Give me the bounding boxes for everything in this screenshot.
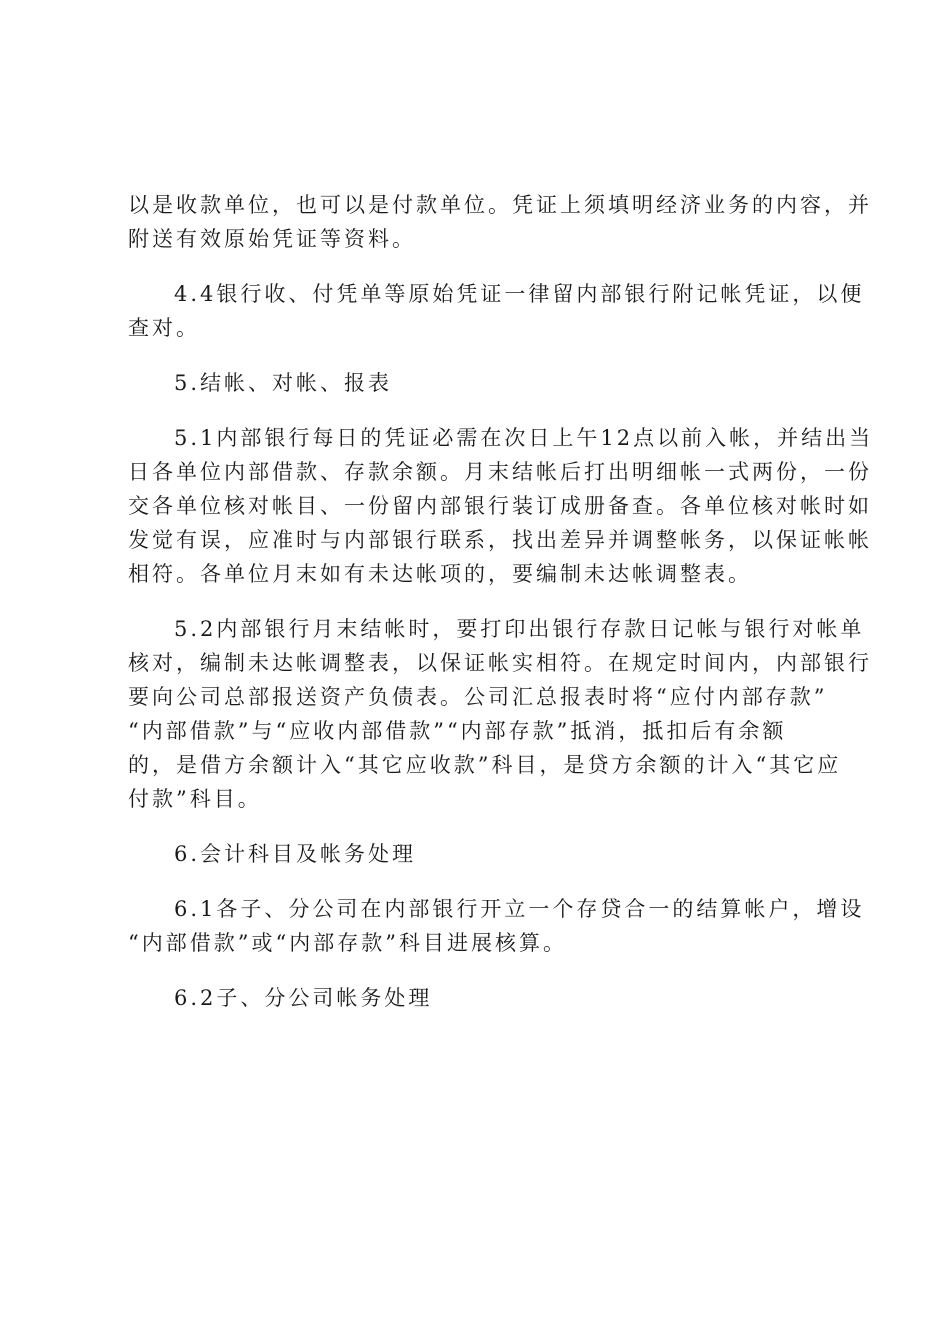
paragraph bbox=[128, 421, 874, 591]
text-line: 6.1各子、分公司在内部银行开立一个存贷合一的结算帐户，增设 bbox=[174, 897, 865, 921]
text-line: 4.4银行收、付凭单等原始凭证一律留内部银行附记帐凭证，以便 bbox=[174, 282, 865, 306]
text-line: 5.结帐、对帐、报表 bbox=[174, 371, 393, 395]
text-line: “内部借款”或“内部存款”科目进展核算。 bbox=[128, 931, 567, 955]
text-line: 6.2子、分公司帐务处理 bbox=[174, 986, 433, 1010]
text-line: 相符。各单位月末如有未达帐项的，要编制未达帐调整表。 bbox=[128, 562, 752, 586]
text-line: 交各单位核对帐目、一份留内部银行装订成册备查。各单位核对帐时如 bbox=[128, 494, 872, 518]
text-line: “内部借款”与“应收内部借款”“内部存款”抵消，抵扣后有余额 bbox=[128, 719, 787, 743]
section-heading bbox=[128, 981, 832, 1015]
text-line: 查对。 bbox=[128, 316, 200, 340]
text-line: 要向公司总部报送资产负债表。公司汇总报表时将“应付内部存款” bbox=[128, 685, 828, 709]
text-line: 核对，编制未达帐调整表，以保证帐实相符。在规定时间内，内部银行 bbox=[128, 651, 872, 675]
text-line: 5.1内部银行每日的凭证必需在次日上午12点以前入帐，并结出当 bbox=[174, 426, 874, 450]
section-heading bbox=[128, 366, 832, 400]
text-line: 6.会计科目及帐务处理 bbox=[174, 842, 417, 866]
section-heading bbox=[128, 837, 832, 871]
text-line: 的，是借方余额计入“其它应收款”科目，是贷方余额的计入“其它应 bbox=[128, 753, 842, 777]
text-line: 日各单位内部借款、存款余额。月末结帐后打出明细帐一式两份，一份 bbox=[128, 460, 872, 484]
text-line: 5.2内部银行月末结帐时，要打印出银行存款日记帐与银行对帐单 bbox=[174, 617, 865, 641]
paragraph bbox=[128, 892, 865, 960]
text-line: 发觉有误，应准时与内部银行联系，找出差异并调整帐务，以保证帐帐 bbox=[128, 528, 872, 552]
text-line: 附送有效原始凭证等资料。 bbox=[128, 227, 416, 251]
text-line: 付款”科目。 bbox=[128, 787, 262, 811]
paragraph bbox=[128, 277, 865, 345]
paragraph bbox=[128, 188, 872, 256]
paragraph bbox=[128, 612, 872, 816]
document-body bbox=[128, 188, 874, 1015]
text-line: 以是收款单位，也可以是付款单位。凭证上须填明经济业务的内容，并 bbox=[128, 193, 872, 217]
